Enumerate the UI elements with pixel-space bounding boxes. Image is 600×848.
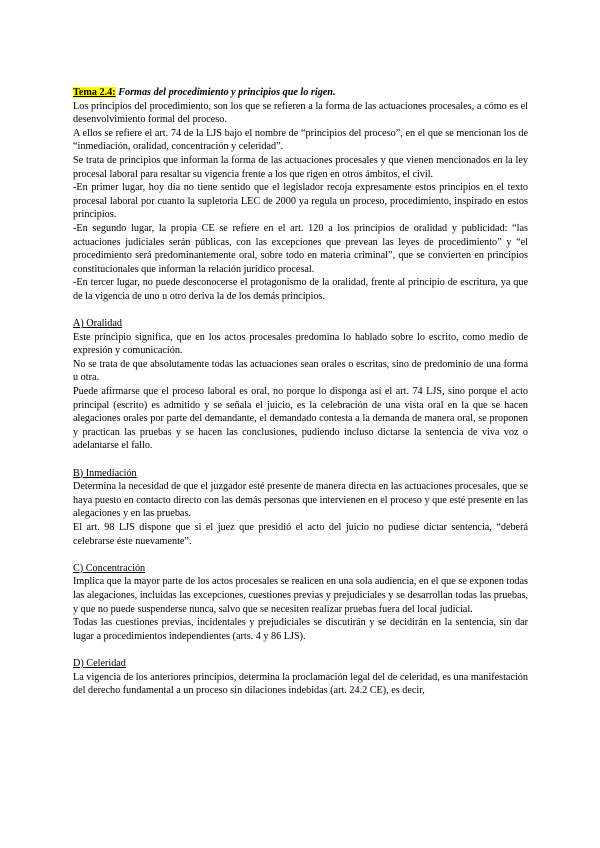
- intro-paragraph-2: A ellos se refiere el art. 74 de la LJS bajo el nombre de “principios del proceso”, en el que se mencionan los de “inmediación, oralidad, concentración y celeridad”.: [73, 127, 528, 153]
- intro-paragraph-5: -En segundo lugar, la propia CE se refiere en el art. 120 a los principios de oralidad y publicidad: “las actuaciones judiciales serán públicas, con las excepciones que prevean las leyes de procedimiento” y “el procedimiento será predominantemente oral, sobre todo en materia criminal”, que se convierten en principios constitucionales que informan la relación jurídico procesal.: [73, 222, 528, 275]
- intro-paragraph-4: -En primer lugar, hoy día no tiene sentido que el legislador recoja expresamente estos principios en el texto procesal laboral por cuanto la supletoria LEC de 2000 ya regula un proceso, procedimiento, inspirado en estos principios.: [73, 182, 528, 221]
- section-heading-oralidad: A) Oralidad: [73, 318, 122, 330]
- concentracion-paragraph-2: Todas las cuestiones previas, incidentales y prejudiciales se discutirán y se decidirán en la sentencia, sin dar lugar a procedimientos independientes (arts. 4 y 86 LJS).: [73, 617, 528, 642]
- celeridad-paragraph-1: La vigencia de los anteriores principios, determina la proclamación legal del de celeridad, es una manifestación del derecho fundamental a un proceso sin dilaciones indebidas (art. 24.2 CE), es decir,: [73, 671, 528, 697]
- oralidad-paragraph-2: No se trata de que absolutamente todas las actuaciones sean orales o escritas, sino de predominio de una forma u otra.: [73, 358, 528, 384]
- inmediacion-paragraph-2: El art. 98 LJS dispone que si el juez que presidió el acto del juicio no pudiese dictar sentencia, “deberá celebrarse éste nuevamente”.: [73, 522, 528, 547]
- document-title: [73, 86, 528, 100]
- intro-paragraph-1: Los principios del procedimiento, son los que se refieren a la forma de las actuaciones procesales, a cómo es el desenvolvimiento formal del proceso.: [73, 100, 528, 126]
- section-heading-concentracion: C) Concentración: [73, 562, 146, 574]
- section-heading-inmediacion: B) Inmediación: [73, 467, 137, 479]
- intro-paragraph-3: Se trata de principios que informan la forma de las actuaciones procesales y que vienen mencionados en la ley procesal laboral para resaltar su vigencia frente a los que rigen en otros ámbitos, el civil.: [73, 154, 528, 180]
- title-label: Tema 2.4:: [73, 87, 116, 98]
- intro-paragraph-6: -En tercer lugar, no puede desconocerse el protagonismo de la oralidad, frente al principio de escritura, ya que de la vigencia de uno u otro deriva la de los demás principios.: [73, 277, 528, 302]
- title-text: Formas del procedimiento y principios que lo rigen.: [118, 87, 336, 98]
- oralidad-paragraph-3: Puede afirmarse que el proceso laboral es oral, no porque lo disponga así el art. 74 LJS, sino porque el acto principal (escrito) es admitido y se señala el juicio, es la celebración de una vista oral en la que se hacen alegaciones orales por parte del demandante, el demandado contesta a la demanda de manera oral, se proponen y practican las pruebas y se hacen las conclusiones, pudiendo incluso dictarse la sentencia de viva voz o adelantarse el fallo.: [73, 386, 528, 452]
- oralidad-paragraph-1: Este principio significa, que en los actos procesales predomina lo hablado sobre lo escrito, como medio de expresión y comunicación.: [73, 331, 528, 357]
- section-heading-celeridad: D) Celeridad: [73, 657, 126, 669]
- concentracion-paragraph-1: Implica que la mayor parte de los actos procesales se realicen en una sola audiencia, en el que se exponen todas las alegaciones, incluidas las excepciones, cuestiones previas y prejudiciales y se desarrollan todas las pruebas, y que no puede suspenderse nunca, salvo que se necesiten realizar pruebas fuera del local judicial.: [73, 576, 528, 615]
- inmediacion-paragraph-1: Determina la necesidad de que el juzgador esté presente de manera directa en las actuaciones procesales, que se haya puesto en contacto directo con las demás personas que intervienen en el proceso y que esté presente en las alegaciones y en las pruebas.: [73, 481, 528, 520]
